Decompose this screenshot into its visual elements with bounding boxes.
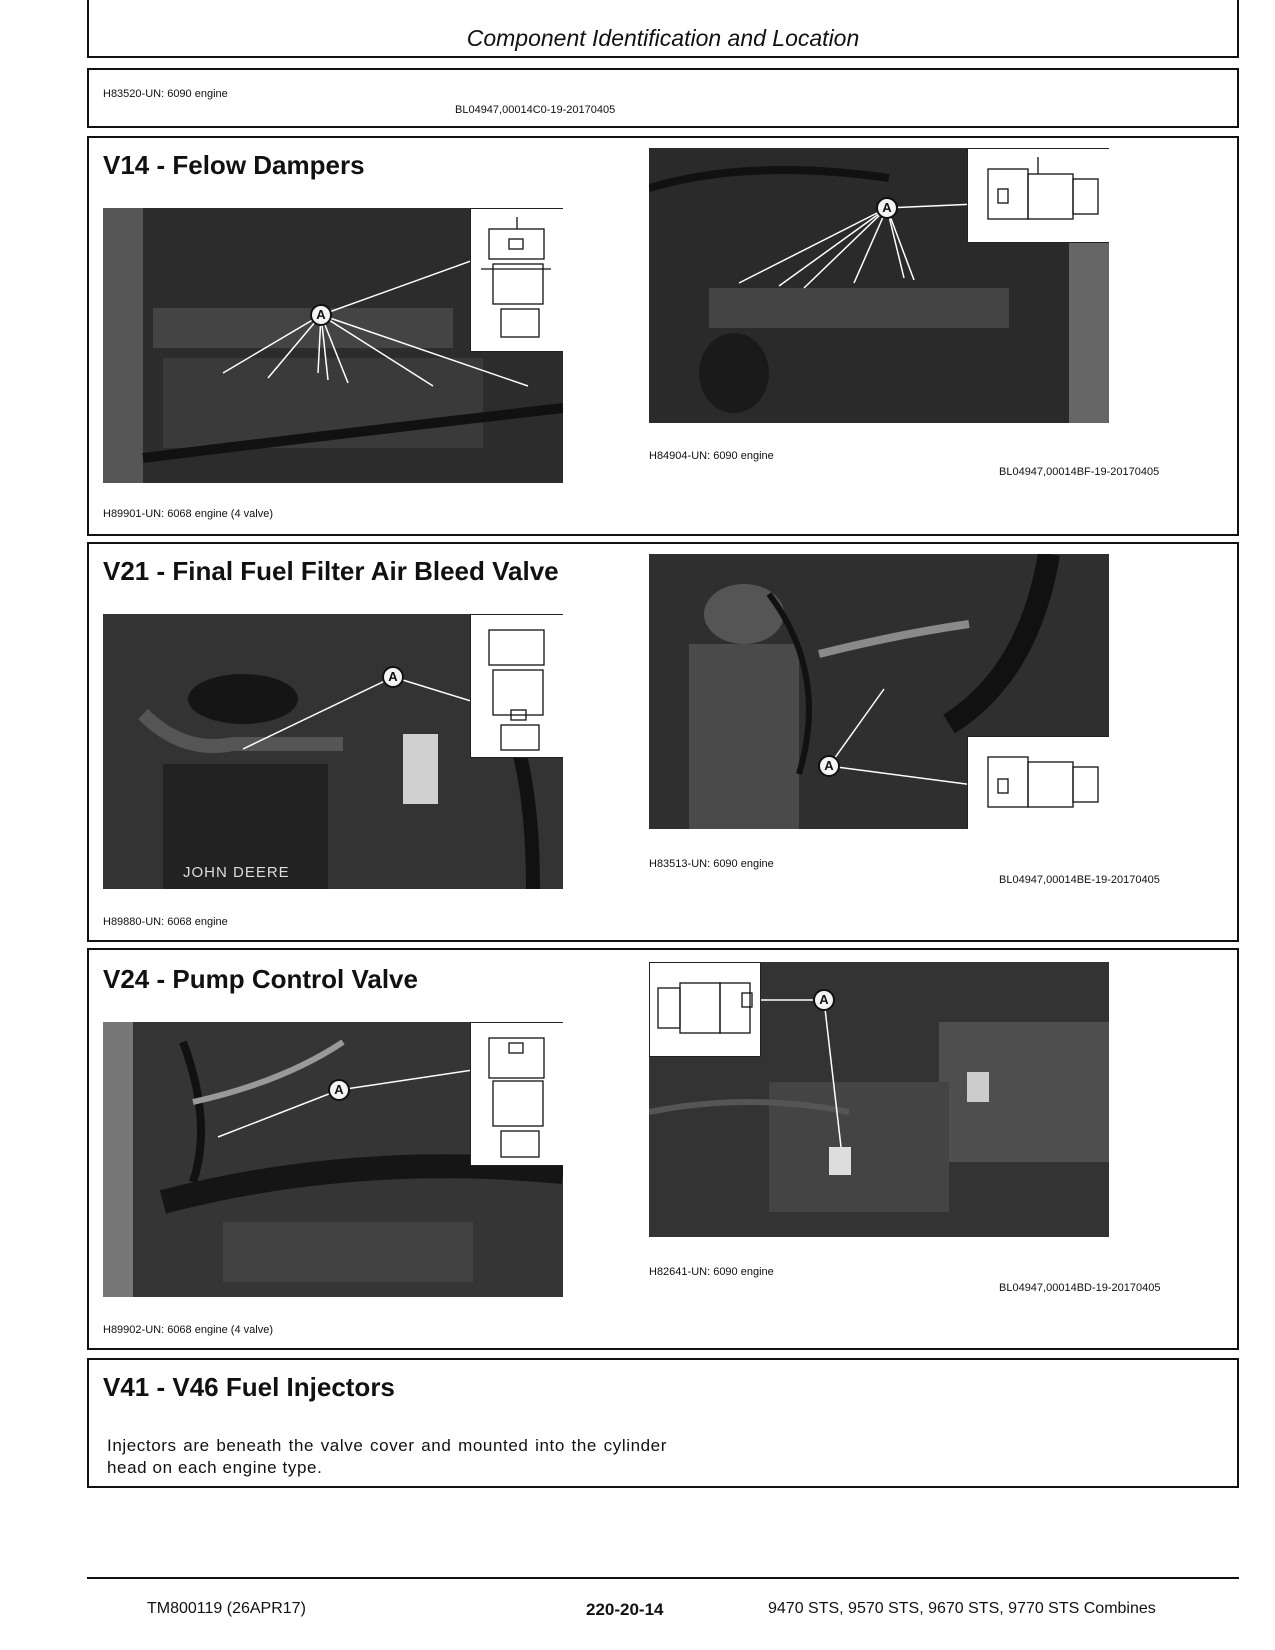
reference-id: BL04947,00014BD-19-20170405 [999,1282,1161,1294]
reference-id: BL04947,00014C0-19-20170405 [455,104,616,116]
figure-caption: H83520-UN: 6090 engine [103,88,228,100]
figure-caption: H84904-UN: 6090 engine [649,450,774,462]
figure-caption: H83513-UN: 6090 engine [649,858,774,870]
callout-a: A [310,304,332,326]
top-caption-block [87,68,1239,128]
section-v14 [87,136,1239,536]
engine-diagram-inset [967,148,1109,243]
section-heading: V41 - V46 Fuel Injectors [103,1372,395,1402]
engine-diagram-inset [470,208,563,352]
engine-diagram-inset [470,614,563,758]
engine-photo-right [649,962,1109,1237]
callout-a: A [382,666,404,688]
engine-diagram-inset [470,1022,563,1166]
footer-models: 9470 STS, 9570 STS, 9670 STS, 9770 STS Combines [768,1600,1156,1617]
callout-a: A [876,197,898,219]
engine-photo-left [103,208,563,483]
section-heading: V21 - Final Fuel Filter Air Bleed Valve [103,556,559,586]
engine-photo-left [103,1022,563,1297]
engine-photo-left [103,614,563,889]
section-v24 [87,948,1239,1350]
section-body-text: Injectors are beneath the valve cover and mounted into the cylinder head on each engine type. [107,1436,667,1477]
figure-caption: H82641-UN: 6090 engine [649,1266,774,1278]
callout-a: A [813,989,835,1011]
engine-diagram-inset [967,736,1109,829]
engine-photo-right [649,554,1109,829]
section-heading: V24 - Pump Control Valve [103,964,418,994]
footer-manual-id: TM800119 (26APR17) [147,1600,306,1617]
footer-divider [87,1577,1239,1579]
engine-photo-right [649,148,1109,423]
section-heading: V14 - Felow Dampers [103,150,365,180]
engine-diagram-inset [649,962,761,1057]
page-header [87,0,1239,58]
section-v21 [87,542,1239,942]
photo-label: JOHN DEERE [183,864,290,881]
figure-caption: H89901-UN: 6068 engine (4 valve) [103,508,273,520]
reference-id: BL04947,00014BF-19-20170405 [999,466,1160,478]
section-v41-v46 [87,1358,1239,1488]
footer-page-number: 220-20-14 [586,1600,664,1619]
reference-id: BL04947,00014BE-19-20170405 [999,874,1160,886]
callout-a: A [818,755,840,777]
figure-caption: H89902-UN: 6068 engine (4 valve) [103,1324,273,1336]
figure-caption: H89880-UN: 6068 engine [103,916,228,928]
page-title: Component Identification and Location [466,25,860,51]
callout-a: A [328,1079,350,1101]
